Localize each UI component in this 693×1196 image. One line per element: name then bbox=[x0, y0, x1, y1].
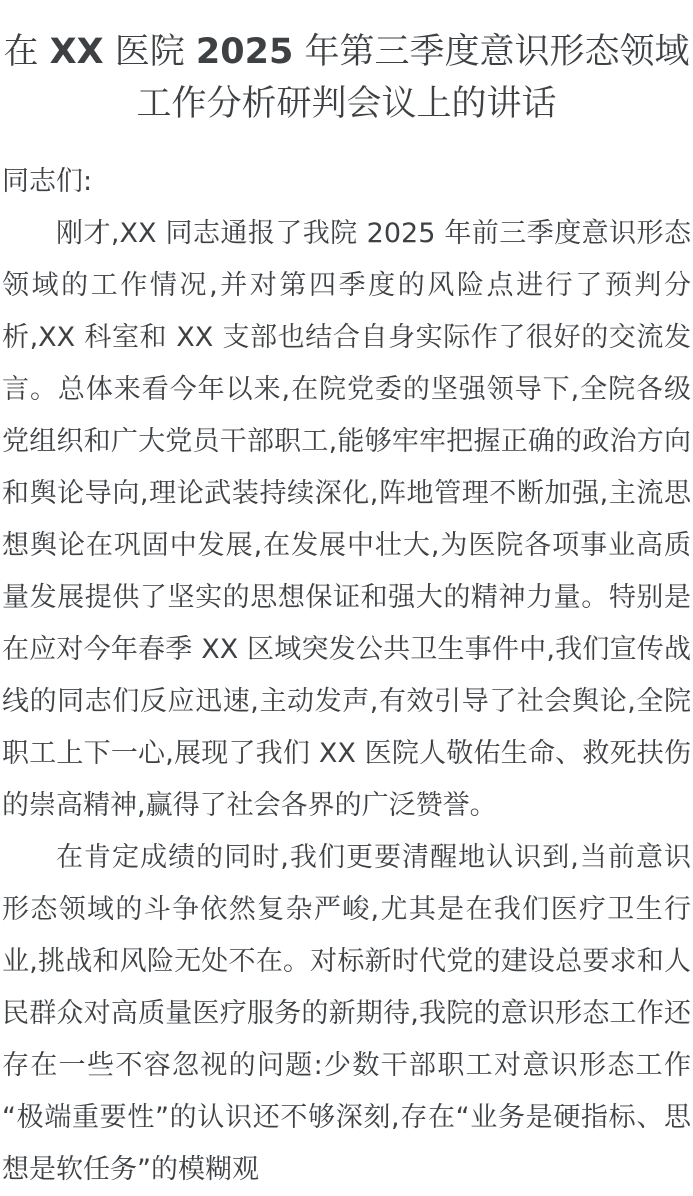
title-text-segment: 在 bbox=[3, 32, 50, 72]
title-line-2: 工作分析研判会议上的讲话 bbox=[136, 84, 557, 124]
title-line-1 bbox=[4, 32, 690, 72]
salutation: 同志们: bbox=[2, 166, 93, 197]
title-bold-segment-xx: XX bbox=[49, 32, 104, 72]
paragraph-problems: 在肯定成绩的同时,我们更要清醒地认识到,当前意识形态领域的斗争依然复杂严峻,尤其是在我们医疗卫生行业,挑战和风险无处不在。对标新时代党的建设总要求和人民群众对高质量医疗服务的新期待,我院的意识形态工作还存在一些不容忽视的问题:少数干部职工对意识形态工作“极端重要性”的认识还不够深刻,存在“业务是硬指标、思想是软任务”的模糊观 bbox=[2, 842, 691, 1185]
title-bold-segment-year: 2025 bbox=[195, 32, 294, 72]
document-title bbox=[2, 26, 691, 130]
paragraph-achievements: 刚才,XX 同志通报了我院 2025 年前三季度意识形态领域的工作情况,并对第四季度的风险点进行了预判分析,XX 科室和 XX 支部也结合自身实际作了很好的交流发言。总体来看今年以来,在院党委的坚强领导下,全院各级党组织和广大党员干部职工,能够牢牢把握正确的政治方向和舆论导向,理论武装持续深化,阵地管理不断加强,主流思想舆论在巩固中发展,在发展中壮大,为医院各项事业高质量发展提供了坚实的思想保证和强大的精神力量。特别是在应对今年春季 XX 区域突发公共卫生事件中,我们宣传战线的同志们反应迅速,主动发声,有效引导了社会舆论,全院职工上下一心,展现了我们 XX 医院人敬佑生命、救死扶伤的崇高精神,赢得了社会各界的广泛赞誉。 bbox=[2, 218, 691, 821]
title-text-segment: 医院 bbox=[103, 32, 196, 72]
title-text-segment: 年第三季度意识形态领域 bbox=[293, 32, 690, 72]
